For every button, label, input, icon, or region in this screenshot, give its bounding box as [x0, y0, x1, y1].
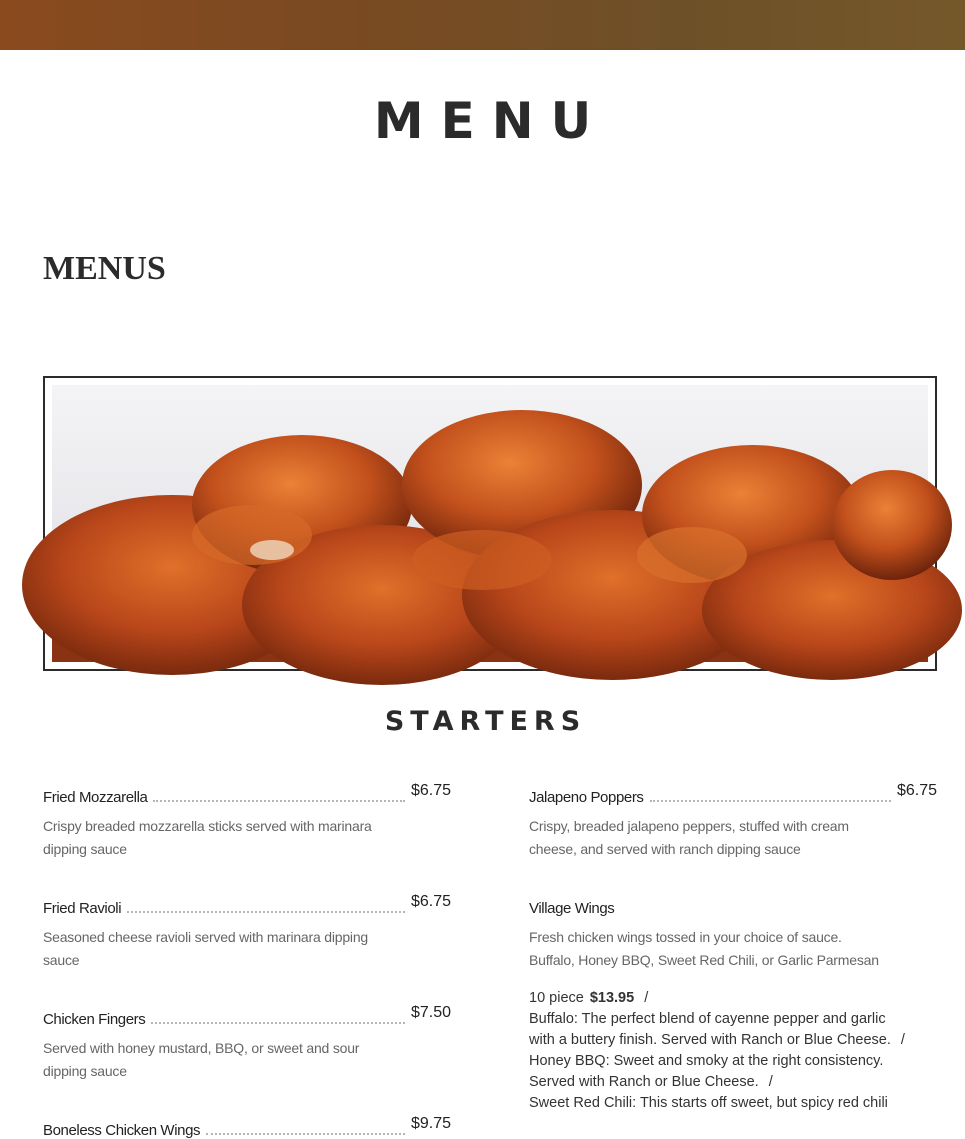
sauce-option	[529, 1051, 914, 1093]
sauce-text: Sweet Red Chili: This starts off sweet, but spicy red chili	[529, 1095, 888, 1111]
menus-heading: MENUS	[43, 250, 166, 287]
separator: /	[768, 1074, 773, 1090]
item-name: Village Wings	[529, 900, 615, 917]
sauce-text: Honey BBQ: Sweet and smoky at the right consistency. Served with Ranch or Blue Cheese.	[529, 1053, 884, 1090]
size-label: 10 piece	[529, 990, 584, 1006]
item-price: $7.50	[410, 1004, 451, 1021]
size-price: $13.95	[589, 990, 635, 1006]
item-price: $9.75	[410, 1115, 451, 1132]
item-description: Crispy, breaded jalapeno peppers, stuffed with cream cheese, and served with ranch dipping sauce	[529, 818, 849, 857]
sauce-option	[529, 1093, 914, 1114]
item-name: Fried Ravioli	[43, 900, 122, 917]
chicken-wings-image	[52, 385, 928, 662]
top-banner	[0, 0, 965, 50]
dot-leader	[127, 911, 405, 913]
separator: /	[644, 990, 649, 1006]
dot-leader	[650, 800, 891, 802]
menu-item	[43, 891, 451, 971]
page-title: MENU	[373, 92, 609, 150]
item-name: Chicken Fingers	[43, 1011, 146, 1028]
dot-leader	[151, 1022, 405, 1024]
sauce-text: Buffalo: The perfect blend of cayenne pepper and garlic with a buttery finish. Served with Ranch or Blue Cheese.	[529, 1011, 891, 1048]
menu-item	[529, 891, 937, 1114]
item-description: Served with honey mustard, BBQ, or sweet and sour dipping sauce	[43, 1040, 360, 1079]
dot-leader	[206, 1133, 405, 1135]
item-name: Jalapeno Poppers	[529, 789, 644, 806]
menu-item	[529, 780, 937, 860]
item-description: Fresh chicken wings tossed in your choice of sauce. Buffalo, Honey BBQ, Sweet Red Chili, or Garlic Parmesan	[529, 929, 879, 968]
item-name: Boneless Chicken Wings	[43, 1122, 201, 1139]
menu-item	[43, 1113, 451, 1139]
item-price: $6.75	[896, 782, 937, 799]
right-menu-column	[529, 780, 937, 1114]
starters-heading: STARTERS	[384, 706, 587, 737]
sauce-option	[529, 1009, 914, 1051]
menu-item	[43, 780, 451, 860]
size-option	[529, 988, 914, 1009]
item-name: Fried Mozzarella	[43, 789, 148, 806]
item-price: $6.75	[410, 893, 451, 910]
item-description: Seasoned cheese ravioli served with marinara dipping sauce	[43, 929, 369, 968]
hero-image-frame	[43, 376, 937, 671]
left-menu-column	[43, 780, 451, 1139]
dot-leader	[153, 800, 404, 802]
separator: /	[900, 1032, 905, 1048]
item-description: Crispy breaded mozzarella sticks served with marinara dipping sauce	[43, 818, 372, 857]
menu-item	[43, 1002, 451, 1082]
item-price: $6.75	[410, 782, 451, 799]
wings-details	[529, 988, 914, 1114]
